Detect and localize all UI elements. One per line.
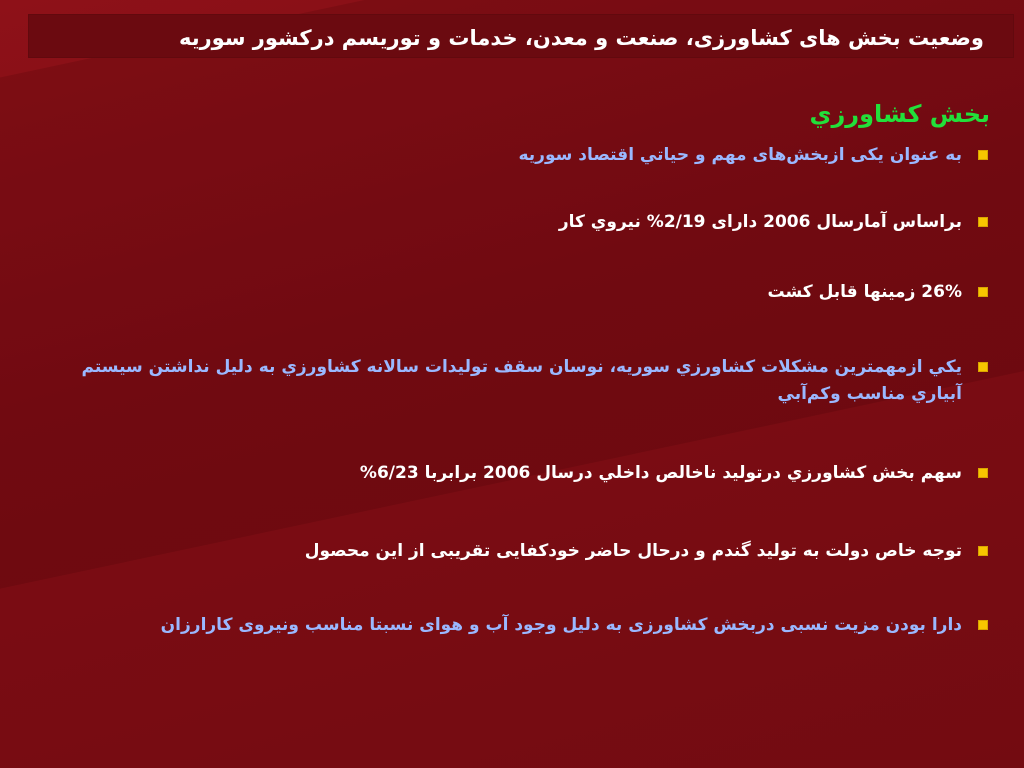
- section-heading: بخش کشاورزي: [809, 100, 990, 128]
- bullet-text: توجه خاص دولت به تولید گندم و درحال حاضر خودکفایی تقریبی از این محصول: [304, 541, 962, 561]
- square-bullet-icon: [978, 620, 988, 630]
- bullet-text: دارا بودن مزیت نسبی دربخش کشاورزی به دلیل وجود آب و هوای نسبتا مناسب ونیروی کارارزان: [160, 615, 962, 635]
- square-bullet-icon: [978, 287, 988, 297]
- bullet-item: [28, 538, 988, 565]
- bullet-text: سهم بخش کشاورزي درتولید ناخالص داخلي درسال 2006 برابربا 6/23%: [359, 463, 962, 483]
- bullet-text: 26% زمینها قابل کشت: [767, 282, 962, 302]
- bullet-item: [28, 354, 988, 408]
- bullet-item: [28, 209, 988, 236]
- square-bullet-icon: [978, 468, 988, 478]
- bullet-text: براساس آمارسال 2006 دارای 2/19% نیروي کار: [558, 212, 962, 232]
- bullet-item: [28, 612, 988, 639]
- bullet-item: [28, 279, 988, 306]
- square-bullet-icon: [978, 217, 988, 227]
- bullet-text: يکي ازمهمترین مشکلات کشاورزي سوریه، نوسان سقف تولیدات سالانه کشاورزي به دليل نداشتن سيستم آبياري مناسب وکم‌آبي: [81, 357, 962, 404]
- square-bullet-icon: [978, 362, 988, 372]
- slide-title: وضعیت بخش های کشاورزی، صنعت و معدن، خدمات و توریسم درکشور سوریه: [178, 26, 984, 50]
- bullet-item: [28, 142, 988, 169]
- square-bullet-icon: [978, 150, 988, 160]
- bullet-item: [28, 460, 988, 487]
- square-bullet-icon: [978, 546, 988, 556]
- bullet-text: به عنوان یکی ازبخش‌های مهم و حیاتي اقتصاد سوریه: [518, 145, 962, 165]
